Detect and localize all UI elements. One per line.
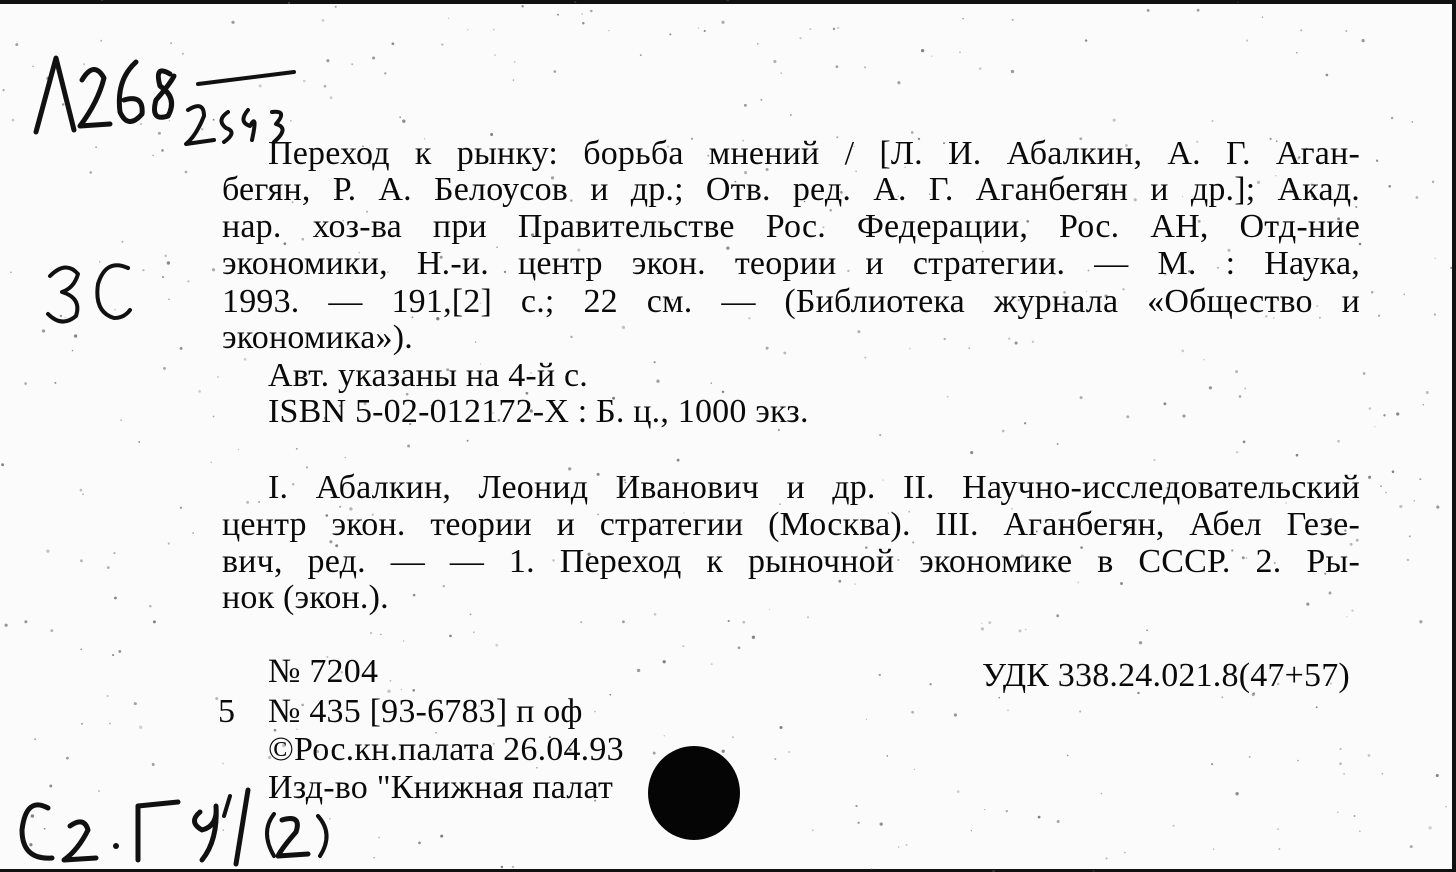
description-line: экономика»).: [222, 319, 413, 356]
order-line: № 435 [93-6783] п оф: [268, 693, 583, 730]
handwritten-side-code: [40, 254, 140, 334]
tracing-line: вич, ред. — — 1. Переход к рыночной экономике в СССР. 2. Ры-: [222, 543, 1360, 580]
description-line: нар. хоз-ва при Правительстве Рос. Федерации, Рос. АН, Отд-ние: [222, 208, 1360, 245]
copyright-line: ©Рос.кн.палата 26.04.93: [268, 731, 624, 768]
authors-note: Авт. указаны на 4-й с.: [268, 357, 589, 394]
card-number: № 7204: [268, 653, 379, 690]
ink-blot: [648, 746, 740, 840]
description-line: экономики, Н.-и. центр экон. теории и стратегии. — М. : Наука,: [222, 245, 1360, 282]
isbn-line: ISBN 5-02-012172-X : Б. ц., 1000 экз.: [268, 393, 809, 430]
tracing-line: центр экон. теории и стратегии (Москва). III. Аганбегян, Абел Гезе-: [222, 506, 1360, 543]
description-line: бегян, Р. А. Белоусов и др.; Отв. ред. А. Г. Аганбегян и др.]; Акад.: [222, 171, 1360, 208]
handwritten-top-code-text: [36, 58, 294, 144]
tracing-line: нок (экон.).: [222, 579, 389, 616]
copies-mark: 5: [218, 693, 236, 730]
publisher-line: Изд-во "Книжная палат: [268, 769, 613, 806]
udk-code: УДК 338.24.021.8(47+57): [982, 657, 1350, 694]
description-line: Переход к рынку: борьба мнений / [Л. И. Абалкин, А. Г. Аган-: [268, 135, 1360, 172]
description-line: 1993. — 191,[2] с.; 22 см. — (Библиотека журнала «Общество и: [222, 283, 1360, 320]
tracing-line: I. Абалкин, Леонид Иванович и др. II. Научно-исследовательский: [268, 469, 1360, 506]
